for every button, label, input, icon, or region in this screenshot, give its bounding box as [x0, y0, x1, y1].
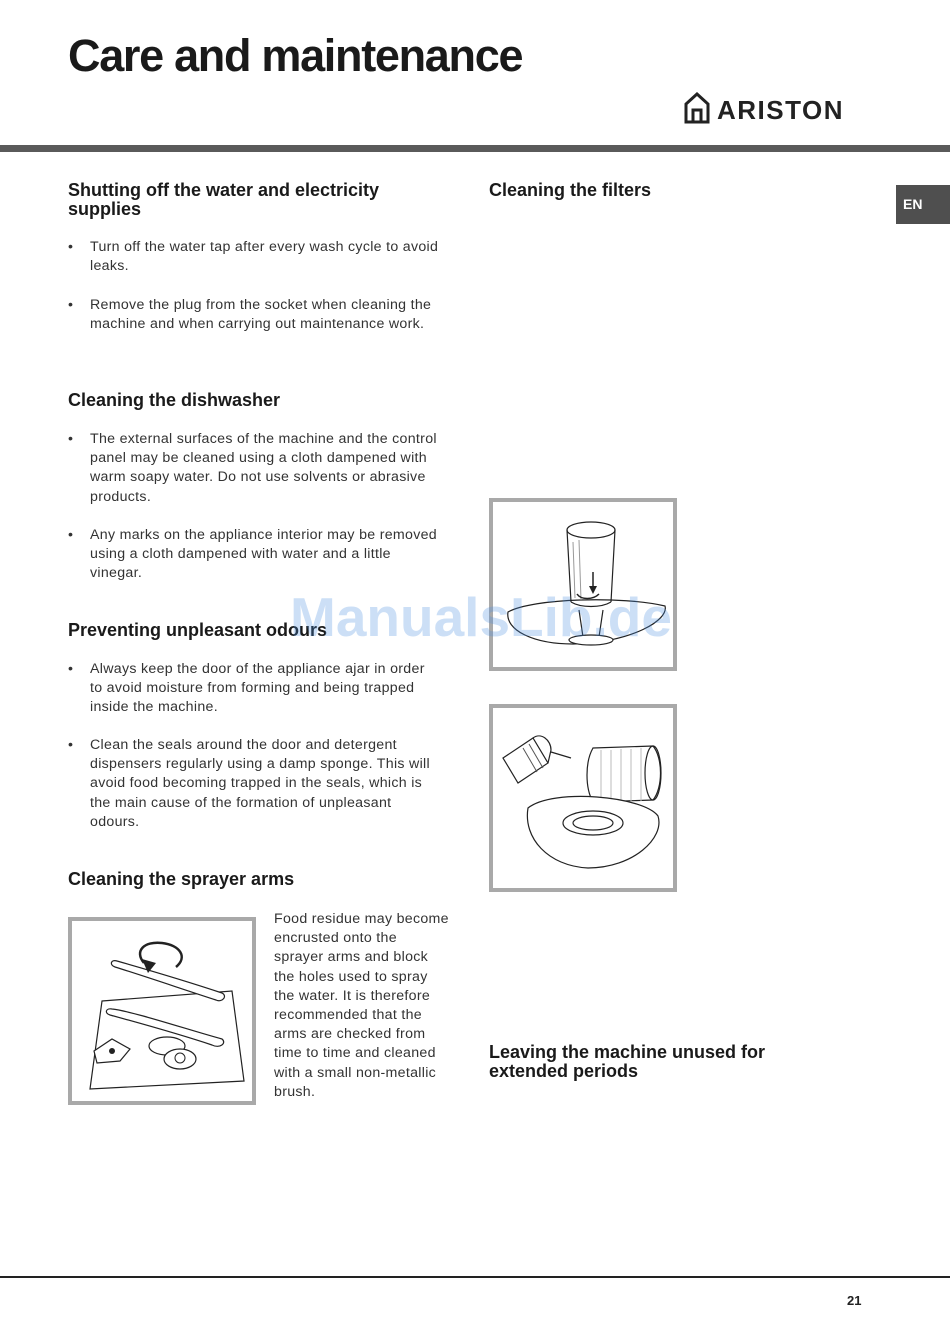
heading-leaving-unused — [489, 1043, 849, 1081]
footer-rule — [0, 1276, 950, 1278]
heading-line: extended periods — [489, 1061, 639, 1081]
bullet-icon: • — [68, 527, 74, 543]
list-item: • The external surfaces of the machine and the control panel may be cleaned using a cloth dampened with warm soapy water. Do not use solvents or abrasive products. — [68, 431, 437, 505]
ariston-logo — [683, 92, 868, 124]
heading-line: Shutting off the water and electricity — [68, 180, 380, 200]
heading-shutting-off-supplies — [68, 181, 448, 219]
heading-preventing-odours: Preventing unpleasant odours — [68, 620, 328, 640]
header-rule — [0, 145, 950, 152]
heading-line: Leaving the machine unused for — [489, 1042, 766, 1062]
bullet-icon: • — [68, 661, 74, 677]
heading-cleaning-filters: Cleaning the filters — [489, 180, 652, 200]
heading-line: supplies — [68, 199, 142, 219]
page-title: Care and maintenance — [68, 30, 523, 81]
brand-name: ARISTON — [717, 95, 845, 125]
bullet-icon: • — [68, 431, 74, 447]
bullet-icon: • — [68, 737, 74, 753]
bullet-icon: • — [68, 297, 74, 313]
list-item: • Always keep the door of the appliance ajar in order to avoid moisture from forming and being trapped inside the machine. — [68, 661, 425, 716]
sprayer-arms-text: Food residue may become encrusted onto the sprayer arms and block the holes used to spray the water. It is therefore recommended that the arms are checked from time to time and cleaned with a small non-metallic brush. — [274, 911, 449, 1100]
watermark: ManualsLib.de — [290, 586, 672, 648]
page-number: 21 — [847, 1293, 862, 1308]
sprayer-arms-illustration — [68, 917, 256, 1105]
list-item: • Remove the plug from the socket when cleaning the machine and when carrying out maintenance work. — [68, 297, 432, 333]
house-logo-icon — [683, 92, 713, 124]
list-item: • Any marks on the appliance interior may be removed using a cloth dampened with water and a little vinegar. — [68, 527, 437, 582]
list-item: • Turn off the water tap after every wash cycle to avoid leaks. — [68, 239, 439, 275]
heading-cleaning-dishwasher: Cleaning the dishwasher — [68, 390, 281, 410]
filter-disassembly-illustration — [489, 704, 677, 892]
list-item: • Clean the seals around the door and detergent dispensers regularly using a damp sponge. This will avoid food becoming trapped in the seals, which is the main cause of the formation of unpleasant odours. — [68, 737, 430, 830]
bullet-icon: • — [68, 239, 74, 255]
language-tab: EN — [896, 185, 950, 224]
heading-cleaning-sprayer-arms: Cleaning the sprayer arms — [68, 869, 295, 889]
